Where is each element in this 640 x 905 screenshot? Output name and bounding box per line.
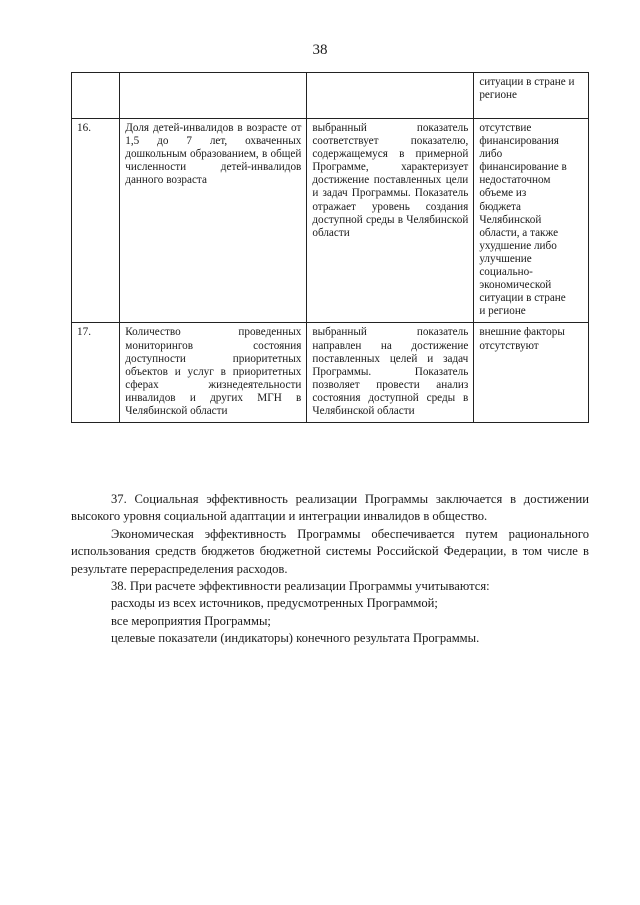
paragraph-38: 38. При расчете эффективности реализации Программы учитываются: [111, 579, 490, 594]
page-number: 38 [312, 42, 328, 58]
indicator-name-cell: Доля детей-инвалидов в возрасте от 1,5 до 7 лет, охваченных дошкольным образованием, в общей численности детей-инвалидов данного возраста [120, 119, 307, 323]
row-number-cell [72, 73, 120, 119]
justification-cell: выбранный показатель соответствует показателю, содержащемуся в примерной Программе, характеризует достижение поставленных цели и задач Программы. Показатель отражает уровень создания доступной среды в Челябинской области [307, 119, 474, 323]
paragraph-37: 37. Социальная эффективность реализации Программы заключается в достижении высокого уровня социальной адаптации и интеграции инвалидов в общество. [71, 492, 589, 524]
indicator-name-cell: Количество проведенных мониторингов состояния доступности приоритетных объектов и услуг в приоритетных сферах жизнедеятельности инвалидов и других МГН в Челябинской области [120, 323, 307, 423]
risk-factors-cell: внешние факторы отсутствуют [474, 323, 589, 423]
row-number-cell: 17. [72, 323, 120, 423]
paragraph-economic-efficiency: Экономическая эффективность Программы обеспечивается путем рационального использования средств бюджетов бюджетной системы Российской Федерации, в том числе в результате перераспределения расходов. [71, 526, 589, 576]
list-item: все мероприятия Программы; [111, 613, 271, 628]
indicator-name-cell [120, 73, 307, 119]
indicators-table [71, 72, 589, 423]
list-item: расходы из всех источников, предусмотренных Программой; [111, 596, 438, 611]
table-row [72, 73, 589, 119]
risk-factors-cell: ситуации в стране и регионе [474, 73, 589, 119]
justification-cell: выбранный показатель направлен на достижение поставленных целей и задач Программы. Показатель позволяет провести анализ состояния доступной среды в Челябинской области [307, 323, 474, 423]
body-text [71, 491, 589, 648]
table-row [72, 323, 589, 423]
table-row [72, 119, 589, 323]
justification-cell [307, 73, 474, 119]
risk-factors-cell: отсутствие финансирования либо финансирование в недостаточном объеме из бюджета Челябинской области, а также ухудшение либо улучшение социально- экономической ситуации в стране и регионе [474, 119, 589, 323]
row-number-cell: 16. [72, 119, 120, 323]
list-item: целевые показатели (индикаторы) конечного результата Программы. [111, 631, 480, 646]
